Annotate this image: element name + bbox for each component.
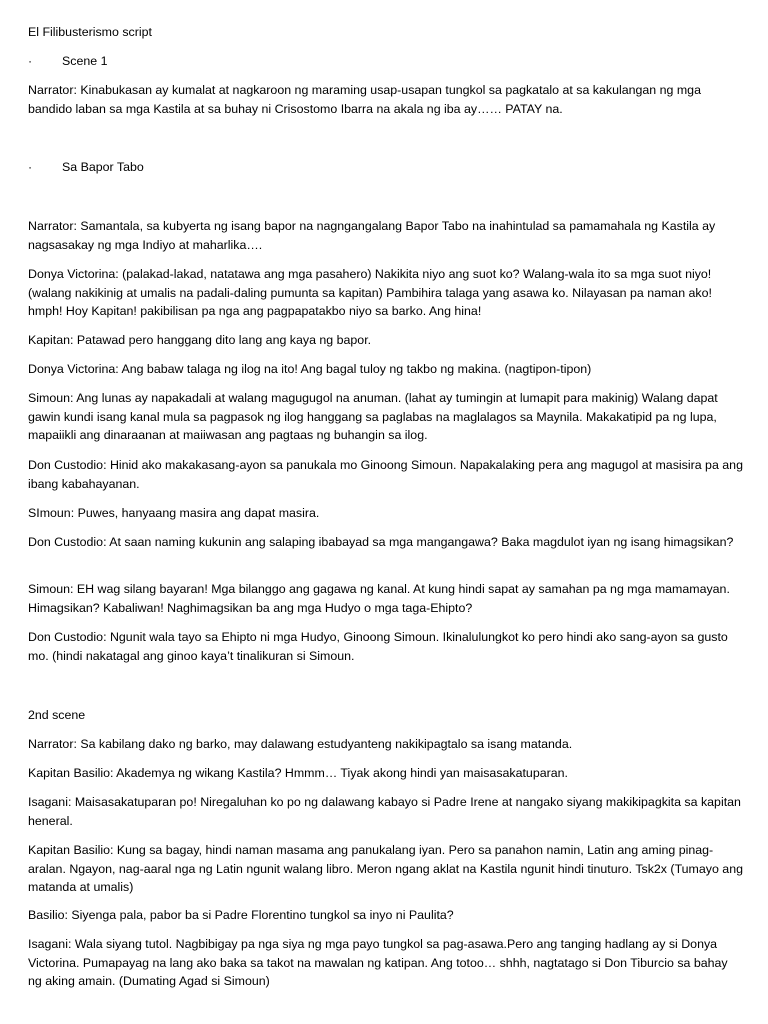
paragraph-donya-victorina-2: Donya Victorina: Ang babaw talaga ng ilog na ito! Ang bagal tuloy ng takbo ng makina. (nagtipon-tipon) (28, 362, 592, 376)
paragraph-isagani-1: Isagani: Maisasakatuparan po! Niregaluhan ko po ng dalawang kabayo si Padre Irene at nangako siyang makikipagkita sa kapitan heneral. (28, 795, 741, 828)
bullet-icon: · (28, 160, 33, 174)
paragraph-kapitan-basilio-2: Kapitan Basilio: Kung sa bagay, hindi naman masama ang panukalang iyan. Pero sa panahon namin, Latin ang aming pinag-aralan. Ngayon, nag-aaral nga ng Latin ngunit walang libro. Meron ngang aklat na Kastila ngunit hindi tinuturo. Tsk2x (Tumayo ang matanda at umalis) (28, 843, 743, 895)
paragraph-kapitan-1: Kapitan: Patawad pero hanggang dito lang ang kaya ng bapor. (28, 333, 372, 347)
scene-bapor-heading (28, 158, 744, 177)
document-title: El Filibusterismo script (28, 25, 152, 39)
paragraph-narrator-3: Narrator: Sa kabilang dako ng barko, may dalawang estudyanteng nakikipagtalo sa isang matanda. (28, 737, 573, 751)
paragraph-donya-victorina-1: Donya Victorina: (palakad-lakad, natatawa ang mga pasahero) Nakikita niyo ang suot ko? Walang-wala ito sa mga suot niyo! (walang nakikinig at umalis na padali-daling pumunta sa kapitan) Pambihira talaga yang asawa ko. Nilayasan pa naman ako! hmph! Hoy Kapitan! pakibilisan pa nga ang pagpapatakbo niyo sa barko. Ang hina! (28, 267, 712, 319)
paragraph-kapitan-basilio-1: Kapitan Basilio: Akademya ng wikang Kastila? Hmmm… Tiyak akong hindi yan maisasakatuparan. (28, 766, 568, 780)
paragraph-narrator-1: Narrator: Kinabukasan ay kumalat at nagkaroon ng maraming usap-usapan tungkol sa pagkatalo at sa kakulangan ng mga bandido laban sa mga Kastila at sa buhay ni Crisostomo Ibarra na akala ng iba ay…… PATAY na. (28, 83, 701, 116)
scene-1-heading (28, 52, 744, 71)
paragraph-simoun-3: Simoun: EH wag silang bayaran! Mga bilanggo ang gagawa ng kanal. At kung hindi sapat ay samahan pa ng mga mamamayan. Himagsikan? Kabaliwan! Naghimagsikan ba ang mga Hudyo o mga taga-Ehipto? (28, 582, 730, 615)
paragraph-narrator-2: Narrator: Samantala, sa kubyerta ng isang bapor na nagngangalang Bapor Tabo na inahintulad sa pamamahala ng Kastila ay nagsasakay ng mga Indiyo at maharlika…. (28, 219, 716, 252)
paragraph-don-custodio-3: Don Custodio: Ngunit wala tayo sa Ehipto ni mga Hudyo, Ginoong Simoun. Ikinalulungkot ko pero hindi ako sang-ayon sa gusto mo. (hindi nakatagal ang ginoo kaya’t tinalikuran si Simoun. (28, 630, 728, 663)
paragraph-don-custodio-1: Don Custodio: Hinid ako makakasang-ayon sa panukala mo Ginoong Simoun. Napakalaking pera ang magugol at masisira pa ang ibang kabahayanan. (28, 458, 743, 491)
paragraph-simoun-2: SImoun: Puwes, hanyaang masira ang dapat masira. (28, 506, 320, 520)
bullet-icon: · (28, 54, 33, 68)
paragraph-isagani-2: Isagani: Wala siyang tutol. Nagbibigay pa nga siya ng mga payo tungkol sa pag-asawa.Pero ang tanging hadlang ay si Donya Victorina. Pumapayag na lang ako baka sa takot na mawalan ng katipan. Ang totoo… shhh, nagtatago si Don Tiburcio sa bahay ng aking amain. (Dumating Agad si Simoun) (28, 937, 728, 989)
paragraph-simoun-1: Simoun: Ang lunas ay napakadali at walang magugugol na anuman. (lahat ay tumingin at lumapit para makinig) Walang dapat gawin kundi isang kanal mula sa pagpasok ng ilog hanggang sa paglabas na maglalagos sa Maynila. Makakatipid pa ng lupa, mapaiikli ang dinaraanan at maiiwasan ang pagtaas ng buhangin sa ilog. (28, 391, 718, 443)
scene-1-label: Scene 1 (62, 54, 108, 68)
paragraph-basilio-1: Basilio: Siyenga pala, pabor ba si Padre Florentino tungkol sa inyo ni Paulita? (28, 908, 454, 922)
scene-bapor-label: Sa Bapor Tabo (62, 160, 144, 174)
scene-2-heading: 2nd scene (28, 708, 86, 722)
paragraph-don-custodio-2: Don Custodio: At saan naming kukunin ang salaping ibabayad sa mga mangangawa? Baka magdulot iyan ng isang himagsikan? (28, 535, 734, 549)
